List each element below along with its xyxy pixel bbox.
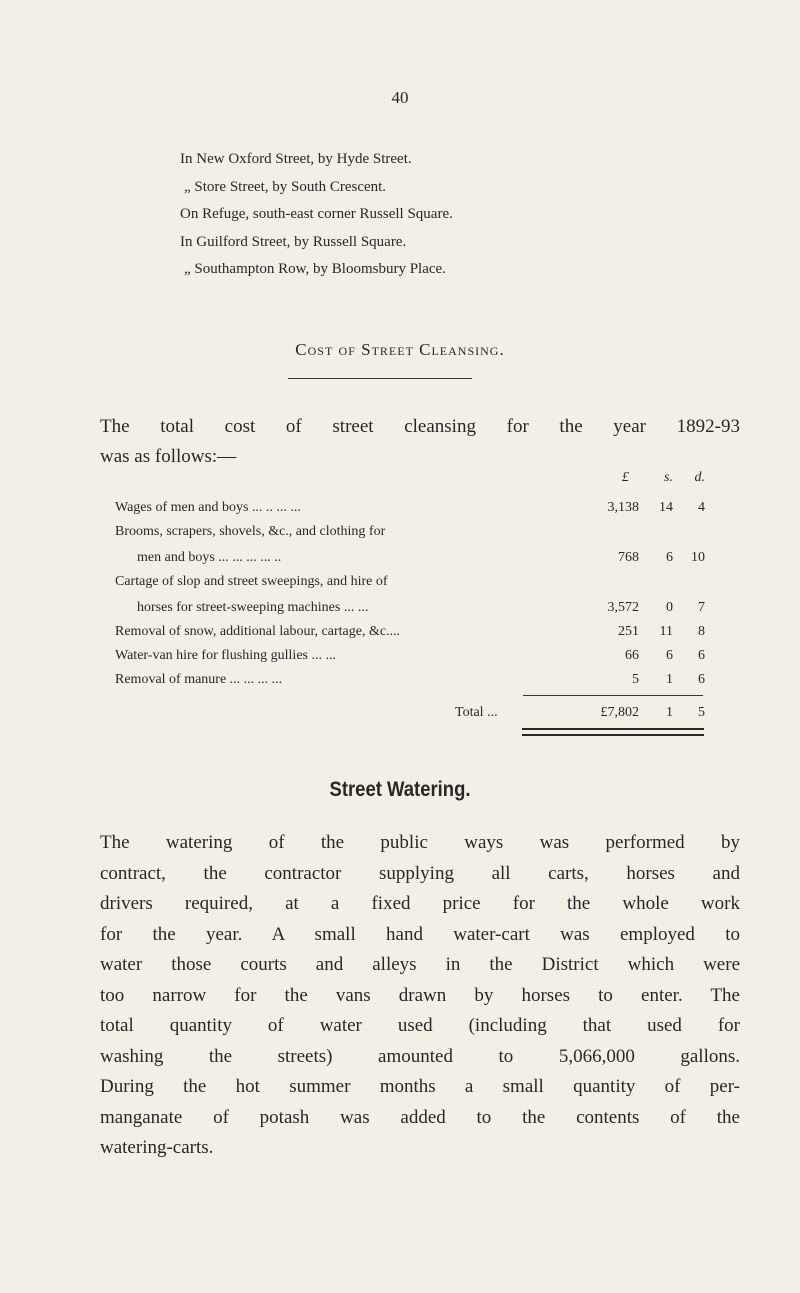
paragraph-line: water those courts and alleys in the District which were: [100, 954, 740, 975]
header-shillings: s.: [664, 470, 673, 485]
location-line: On Refuge, south-east corner Russell Square.: [180, 206, 453, 222]
row-description: Cartage of slop and street sweepings, and hire of: [115, 574, 388, 589]
total-row: [115, 698, 715, 728]
paragraph-line: washing the streets) amounted to 5,066,000 gallons.: [100, 1045, 740, 1067]
section-title: Cost of Street Cleansing.: [295, 340, 505, 359]
total-pence: 5: [698, 705, 705, 720]
double-rule-wrap: [115, 728, 715, 736]
table-row: [115, 620, 715, 644]
subsection-title: Street Watering.: [329, 778, 471, 801]
total-label: Total ...: [455, 705, 498, 720]
paragraph-line: total quantity of water used (including that used for: [100, 1015, 740, 1036]
row-shillings: 1: [666, 672, 673, 687]
row-description: Removal of manure ... ... ... ...: [115, 672, 283, 687]
row-pounds: 66: [625, 648, 639, 663]
location-line: In Guilford Street, by Russell Square.: [180, 233, 407, 250]
intro-line: was as follows:—: [100, 446, 237, 467]
location-line: „ Store Street, by South Crescent.: [184, 178, 387, 195]
intro-line: The total cost of street cleansing for the year 1892-93: [100, 416, 740, 437]
header-pence: d.: [694, 470, 705, 485]
total-double-rule: [522, 728, 704, 736]
row-pence: 7: [698, 600, 705, 615]
row-description: Water-van hire for flushing gullies ... ...: [115, 648, 336, 663]
row-pence: 4: [698, 500, 705, 515]
row-pence: 6: [698, 672, 705, 687]
paragraph-line: During the hot summer months a small quantity of per-: [100, 1076, 740, 1097]
location-line: „ Southampton Row, by Bloomsbury Place.: [184, 261, 446, 277]
row-pence: 8: [698, 624, 705, 639]
page-number: 40: [391, 88, 409, 107]
row-description: Wages of men and boys ... .. ... ...: [115, 500, 301, 515]
row-shillings: 6: [666, 648, 673, 663]
row-pounds: 5: [632, 672, 639, 687]
row-description: men and boys ... ... ... ... ..: [137, 550, 282, 565]
table-row: [115, 644, 715, 668]
total-pounds: £7,802: [600, 705, 639, 720]
row-pounds: 3,572: [607, 600, 639, 615]
row-description: horses for street-sweeping machines ... ...: [137, 600, 369, 615]
location-line: In New Oxford Street, by Hyde Street.: [180, 151, 412, 167]
table-row: [115, 570, 715, 596]
table-row: [115, 668, 715, 692]
row-description: Removal of snow, additional labour, cartage, &c....: [115, 624, 401, 639]
paragraph-line: too narrow for the vans drawn by horses to enter. The: [100, 984, 740, 1006]
paragraph-line: for the year. A small hand water-cart was employed to: [100, 923, 740, 945]
watering-paragraph: [100, 828, 740, 1164]
row-description: Brooms, scrapers, shovels, &c., and clothing for: [115, 524, 386, 539]
table-header-row: [115, 470, 715, 496]
row-shillings: 6: [666, 550, 673, 565]
header-pounds: £: [622, 470, 629, 485]
table-row: [115, 496, 715, 520]
paragraph-line: watering-carts.: [100, 1137, 214, 1158]
section-divider: [288, 378, 472, 379]
row-shillings: 0: [666, 600, 673, 615]
row-pounds: 251: [618, 624, 639, 639]
intro-paragraph: [100, 412, 740, 472]
location-list: [180, 146, 720, 284]
cost-table: [115, 470, 715, 736]
paragraph-line: The watering of the public ways was performed by: [100, 832, 740, 853]
paragraph-line: manganate of potash was added to the contents of the: [100, 1106, 740, 1128]
paragraph-line: contract, the contractor supplying all carts, horses and: [100, 862, 740, 884]
table-row-continuation: [115, 546, 715, 570]
row-pounds: 768: [618, 550, 639, 565]
paragraph-line: drivers required, at a fixed price for the whole work: [100, 893, 740, 914]
table-row-continuation: [115, 596, 715, 620]
row-shillings: 14: [659, 500, 673, 515]
row-pounds: 3,138: [607, 500, 639, 515]
table-row: [115, 520, 715, 546]
row-pence: 10: [691, 550, 705, 565]
total-shillings: 1: [666, 705, 673, 720]
row-shillings: 11: [659, 624, 673, 639]
sum-rule: [523, 695, 703, 696]
row-pence: 6: [698, 648, 705, 663]
